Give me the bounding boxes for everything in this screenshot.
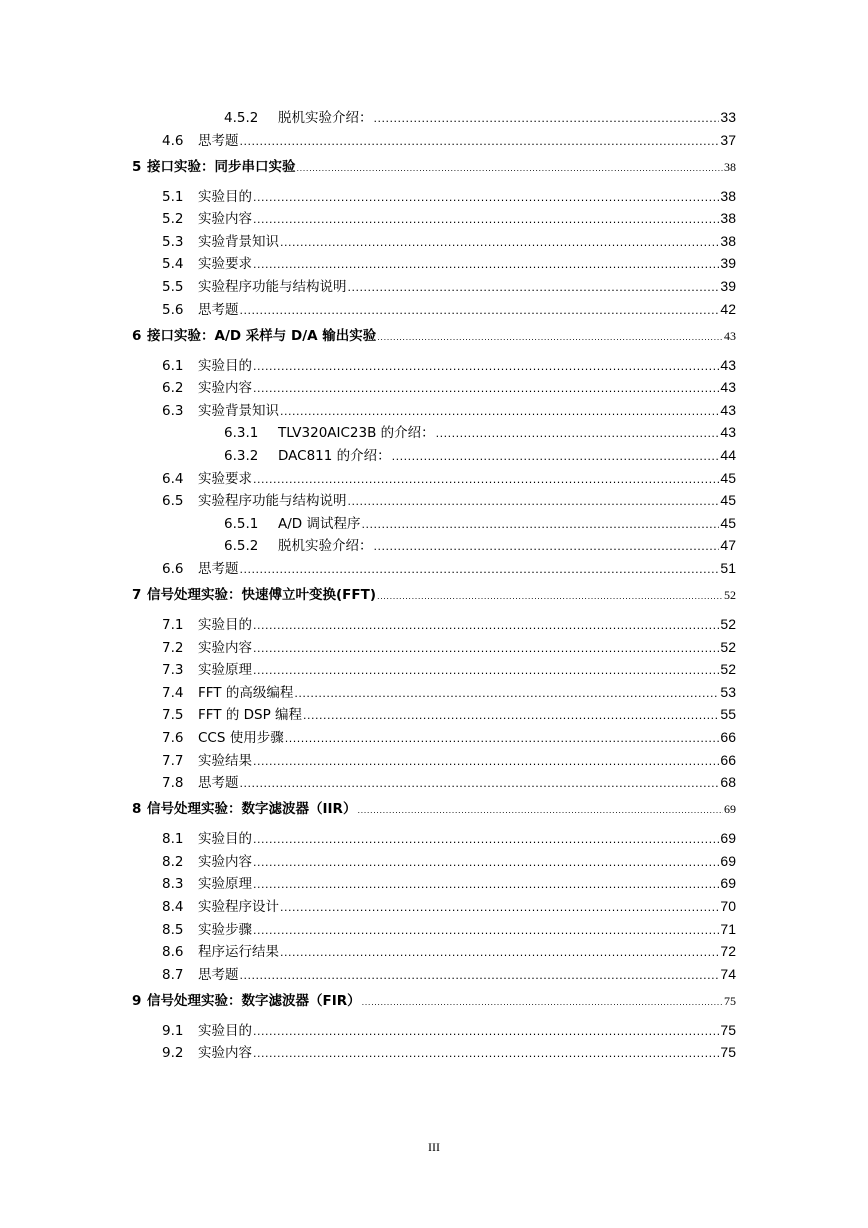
toc-entry-page: 39	[720, 278, 736, 294]
toc-entry[interactable]	[224, 536, 736, 556]
toc-entry-page: 43	[720, 401, 736, 418]
toc-entry-number: 6.6	[162, 561, 184, 577]
toc-entry-number: 6	[132, 327, 142, 344]
dot-leader	[436, 425, 720, 443]
toc-entry-label	[162, 684, 293, 702]
toc-entry[interactable]	[224, 514, 736, 534]
toc-entry[interactable]	[132, 158, 736, 178]
toc-entry-title: FFT 的 DSP 编程	[198, 707, 303, 724]
toc-entry-page: 45	[720, 492, 736, 509]
toc-entry-number: 6.3.1	[224, 425, 259, 442]
toc-entry-label	[162, 402, 279, 420]
dot-leader	[253, 662, 719, 680]
toc-entry[interactable]	[132, 327, 736, 347]
dot-leader	[348, 493, 720, 511]
dot-leader	[357, 802, 723, 820]
toc-entry-label	[162, 853, 252, 871]
toc-entry[interactable]	[162, 773, 736, 793]
toc-entry-page: 53	[720, 683, 736, 700]
toc-entry[interactable]	[162, 401, 736, 421]
dot-leader	[253, 1023, 719, 1041]
toc-entry-number: 8.3	[162, 876, 184, 893]
toc-entry-title: 实验目的	[198, 357, 252, 374]
dot-leader	[374, 538, 720, 556]
toc-entry-title: 实验要求	[198, 470, 252, 487]
toc-entry-page: 55	[720, 706, 736, 723]
toc-entry-number: 9	[132, 992, 142, 1009]
toc-entry-title: 实验内容	[198, 380, 252, 397]
toc-entry-label	[162, 752, 252, 770]
toc-entry-page: 69	[720, 852, 736, 869]
toc-entry-label	[132, 327, 376, 345]
toc-entry-label	[162, 1022, 252, 1040]
toc-entry-page: 68	[720, 774, 736, 791]
toc-entry-page: 47	[720, 537, 736, 554]
dot-leader	[253, 189, 719, 207]
toc-entry-number: 6.5.1	[224, 515, 259, 532]
toc-entry[interactable]	[162, 683, 736, 703]
toc-entry-label	[224, 537, 373, 555]
toc-entry[interactable]	[162, 209, 736, 229]
toc-entry-number: 8.5	[162, 921, 184, 938]
dot-leader	[240, 775, 720, 793]
toc-entry-number: 7	[132, 587, 142, 603]
toc-entry[interactable]	[162, 254, 736, 274]
toc-entry-title: CCS 使用步骤	[198, 730, 284, 746]
toc-entry-number: 8.6	[162, 944, 184, 961]
dot-leader	[253, 854, 719, 872]
toc-entry-title: 实验要求	[198, 256, 252, 273]
toc-entry-label	[162, 132, 239, 150]
toc-entry-title: 信号处理实验：数字滤波器（FIR）	[147, 992, 361, 1009]
dot-leader	[240, 302, 720, 320]
toc-entry-title: 程序运行结果	[198, 944, 279, 961]
toc-entry-title: TLV320AIC23B 的介绍：	[278, 425, 435, 442]
dot-leader	[253, 1045, 719, 1063]
toc-entry-title: 思考题	[198, 966, 239, 983]
toc-entry-page: 52	[720, 661, 736, 678]
toc-entry-title: 思考题	[198, 132, 239, 149]
toc-entry-label	[162, 639, 252, 657]
toc-entry-label	[162, 898, 279, 916]
toc-entry-title: 实验背景知识	[198, 402, 279, 419]
dot-leader	[362, 994, 723, 1012]
toc-entry-label	[132, 992, 361, 1010]
toc-entry-label	[162, 357, 252, 375]
toc-entry-label	[162, 278, 347, 296]
dot-leader	[377, 588, 723, 606]
toc-entry[interactable]	[162, 852, 736, 872]
toc-entry-label	[162, 492, 347, 510]
dot-leader	[280, 944, 719, 962]
toc-entry-title: 思考题	[198, 775, 239, 792]
dot-leader	[240, 561, 720, 579]
toc-entry-label	[162, 301, 239, 319]
toc-entry-number: 5.5	[162, 279, 184, 295]
toc-entry-title: 实验结果	[198, 752, 252, 769]
toc-entry-label	[162, 616, 252, 634]
dot-leader	[280, 899, 719, 917]
toc-entry-title: 实验原理	[198, 876, 252, 893]
toc-entry-number: 5	[132, 158, 142, 175]
toc-entry-label	[162, 661, 252, 679]
toc-entry-page: 43	[720, 379, 736, 396]
toc-entry-page: 72	[720, 943, 736, 960]
toc-entry-title: 脱机实验介绍：	[278, 538, 373, 555]
toc-entry-page: 70	[720, 898, 736, 914]
toc-entry-number: 7.2	[162, 639, 184, 656]
toc-entry-page: 38	[720, 210, 736, 227]
toc-entry-title: 思考题	[198, 561, 239, 577]
toc-entry[interactable]	[162, 1021, 736, 1041]
toc-entry-page: 44	[720, 447, 736, 463]
dot-leader	[240, 133, 720, 151]
toc-entry-page: 52	[720, 616, 736, 632]
toc-entry-number: 7.7	[162, 752, 184, 769]
toc-entry-label	[162, 188, 252, 206]
toc-entry[interactable]	[162, 728, 736, 748]
toc-entry-title: 实验程序设计	[198, 899, 279, 915]
toc-entry-title: 脱机实验介绍：	[278, 110, 373, 126]
toc-entry-number: 5.1	[162, 188, 184, 205]
dot-leader	[374, 110, 720, 128]
toc-entry-title: 实验目的	[198, 1022, 252, 1039]
toc-entry-label	[162, 943, 279, 961]
toc-entry-title: DAC811 的介绍：	[278, 448, 391, 464]
toc-entry[interactable]	[162, 660, 736, 680]
toc-entry[interactable]	[224, 423, 736, 443]
toc-entry-page: 75	[720, 1021, 736, 1038]
dot-leader	[253, 753, 719, 771]
toc-entry[interactable]	[162, 232, 736, 252]
dot-leader	[253, 358, 719, 376]
dot-leader	[361, 516, 719, 534]
toc-entry-page: 33	[720, 109, 736, 125]
toc-entry-title: 实验内容	[198, 853, 252, 870]
toc-entry[interactable]	[224, 446, 736, 466]
toc-entry-title: 思考题	[198, 301, 239, 318]
toc-entry-label	[224, 109, 373, 127]
toc-entry-label	[162, 966, 239, 984]
dot-leader	[253, 617, 719, 635]
toc-entry[interactable]	[162, 897, 736, 917]
toc-entry-title: 信号处理实验：快速傅立叶变换(FFT)	[147, 587, 376, 603]
toc-entry-label	[162, 774, 239, 792]
page-number: III	[428, 1140, 440, 1154]
dot-leader	[253, 922, 719, 940]
toc-entry-label	[162, 210, 252, 228]
toc-entry-label	[162, 729, 284, 747]
toc-entry-page: 74	[720, 965, 736, 982]
toc-entry-number: 6.5.2	[224, 538, 259, 555]
toc-entry[interactable]	[162, 378, 736, 398]
toc-entry-number: 5.3	[162, 233, 184, 250]
toc-entry[interactable]	[162, 942, 736, 962]
toc-entry[interactable]	[132, 800, 736, 820]
toc-entry-label	[132, 586, 376, 604]
toc-entry-title: 接口实验：同步串口实验	[147, 158, 296, 175]
toc-entry[interactable]	[162, 965, 736, 985]
toc-entry[interactable]	[224, 108, 736, 128]
dot-leader	[280, 234, 719, 252]
toc-entry-number: 6.2	[162, 380, 184, 397]
toc-entry-number: 4.6	[162, 132, 184, 149]
toc-entry-page: 45	[720, 514, 736, 531]
toc-entry-number: 8.4	[162, 899, 184, 915]
toc-entry-number: 8.1	[162, 831, 184, 848]
dot-leader	[253, 831, 719, 849]
dot-leader	[253, 876, 719, 894]
toc-entry-number: 7.6	[162, 730, 184, 746]
toc-entry-page: 69	[720, 830, 736, 847]
toc-entry[interactable]	[162, 751, 736, 771]
toc-entry-number: 8	[132, 801, 142, 818]
toc-entry[interactable]	[162, 356, 736, 376]
toc-entry-label	[224, 424, 435, 442]
toc-entry-label	[224, 515, 360, 533]
toc-entry[interactable]	[162, 187, 736, 207]
toc-entry-title: 实验目的	[198, 617, 252, 633]
dot-leader	[280, 403, 719, 421]
toc-entry-title: 实验程序功能与结构说明	[198, 493, 347, 510]
toc-entry-number: 6.1	[162, 357, 184, 374]
toc-entry-title: 信号处理实验：数字滤波器（IIR）	[147, 801, 357, 818]
toc-entry-label	[132, 800, 356, 818]
toc-entry-title: 实验目的	[198, 831, 252, 848]
toc-entry-page: 43	[720, 424, 736, 441]
dot-leader	[377, 329, 723, 347]
toc-entry-number: 9.1	[162, 1022, 184, 1039]
toc-entry-number: 8.7	[162, 966, 184, 983]
toc-entry-page: 43	[720, 356, 736, 373]
toc-entry[interactable]	[162, 615, 736, 635]
toc-entry-page: 42	[720, 300, 736, 317]
toc-entry-label	[162, 560, 239, 578]
toc-entry-title: FFT 的高级编程	[198, 684, 294, 701]
toc-entry-label	[162, 830, 252, 848]
toc-entry-number: 6.5	[162, 493, 184, 510]
toc-entry-label	[162, 1044, 252, 1062]
toc-entry-title: 实验程序功能与结构说明	[198, 279, 347, 295]
toc-entry-label	[224, 447, 391, 465]
toc-entry-number: 9.2	[162, 1045, 184, 1062]
toc-entry-title: 实验原理	[198, 662, 252, 679]
toc-entry-page: 43	[724, 328, 736, 343]
toc-entry-label	[132, 158, 296, 176]
toc-entry-page: 39	[720, 255, 736, 272]
toc-entry-page: 52	[720, 638, 736, 655]
toc-entry-title: 实验内容	[198, 1045, 252, 1062]
toc-entry-label	[162, 921, 252, 939]
dot-leader	[303, 707, 719, 725]
dot-leader	[253, 211, 719, 229]
toc-entry-title: A/D 调试程序	[278, 515, 361, 532]
toc-entry-number: 6.3	[162, 402, 184, 419]
toc-entry[interactable]	[162, 131, 736, 151]
toc-entry-number: 6.4	[162, 470, 184, 487]
toc-entry-title: 实验步骤	[198, 921, 252, 938]
toc-entry-page: 45	[720, 469, 736, 486]
toc-entry-number: 7.5	[162, 707, 184, 724]
toc-entry[interactable]	[162, 1043, 736, 1063]
toc-entry-label	[162, 379, 252, 397]
toc-entry-number: 8.2	[162, 853, 184, 870]
toc-entry-number: 5.2	[162, 211, 184, 228]
toc-entry-label	[162, 875, 252, 893]
toc-entry[interactable]	[162, 920, 736, 940]
toc-entry-page: 66	[720, 729, 736, 745]
toc-entry-page: 38	[720, 187, 736, 204]
dot-leader	[297, 160, 724, 178]
dot-leader	[285, 730, 720, 748]
toc-entry-page: 75	[720, 1044, 736, 1061]
toc-entry-page: 66	[720, 751, 736, 768]
toc-entry-title: 实验内容	[198, 639, 252, 656]
toc-entry-page: 38	[724, 159, 736, 174]
toc-entry-label	[162, 255, 252, 273]
toc-entry-label	[162, 233, 279, 251]
dot-leader	[240, 967, 720, 985]
toc-entry-number: 7.3	[162, 662, 184, 679]
toc-entry-number: 7.1	[162, 617, 184, 633]
toc-entry-page: 37	[720, 131, 736, 148]
toc-entry-number: 7.4	[162, 684, 184, 701]
toc-entry[interactable]	[162, 829, 736, 849]
toc-entry-label	[162, 706, 302, 724]
toc-entry[interactable]	[162, 638, 736, 658]
toc-entry-title: 实验内容	[198, 211, 252, 228]
toc-entry-number: 4.5.2	[224, 110, 259, 126]
toc-entry[interactable]	[162, 300, 736, 320]
toc-entry[interactable]	[162, 469, 736, 489]
toc-entry-label	[162, 470, 252, 488]
toc-entry-page: 69	[724, 802, 736, 817]
toc-entry-number: 5.4	[162, 256, 184, 273]
toc-entry-page: 38	[720, 232, 736, 249]
toc-entry-page: 69	[720, 875, 736, 892]
toc-entry-number: 7.8	[162, 775, 184, 792]
toc-entry-number: 6.3.2	[224, 448, 259, 464]
toc-entry[interactable]	[162, 559, 736, 579]
dot-leader	[294, 685, 719, 703]
toc-entry-title: 接口实验：A/D 采样与 D/A 输出实验	[147, 327, 377, 344]
toc-entry[interactable]	[162, 277, 736, 297]
dot-leader	[253, 256, 719, 274]
dot-leader	[253, 640, 719, 658]
toc-entry-title: 实验背景知识	[198, 233, 279, 250]
toc-entry[interactable]	[162, 874, 736, 894]
toc-entry-page: 71	[720, 920, 736, 937]
toc-entry[interactable]	[132, 586, 736, 606]
toc-entry-page: 51	[720, 560, 736, 576]
dot-leader	[348, 279, 720, 297]
dot-leader	[253, 471, 719, 489]
toc-entry-title: 实验目的	[198, 188, 252, 205]
toc-entry-page: 52	[724, 588, 736, 602]
toc-entry-page: 75	[724, 993, 736, 1008]
toc-entry[interactable]	[162, 705, 736, 725]
dot-leader	[392, 448, 720, 466]
toc-entry[interactable]	[162, 491, 736, 511]
dot-leader	[253, 380, 719, 398]
toc-entry-number: 5.6	[162, 301, 184, 318]
toc-entry[interactable]	[132, 992, 736, 1012]
